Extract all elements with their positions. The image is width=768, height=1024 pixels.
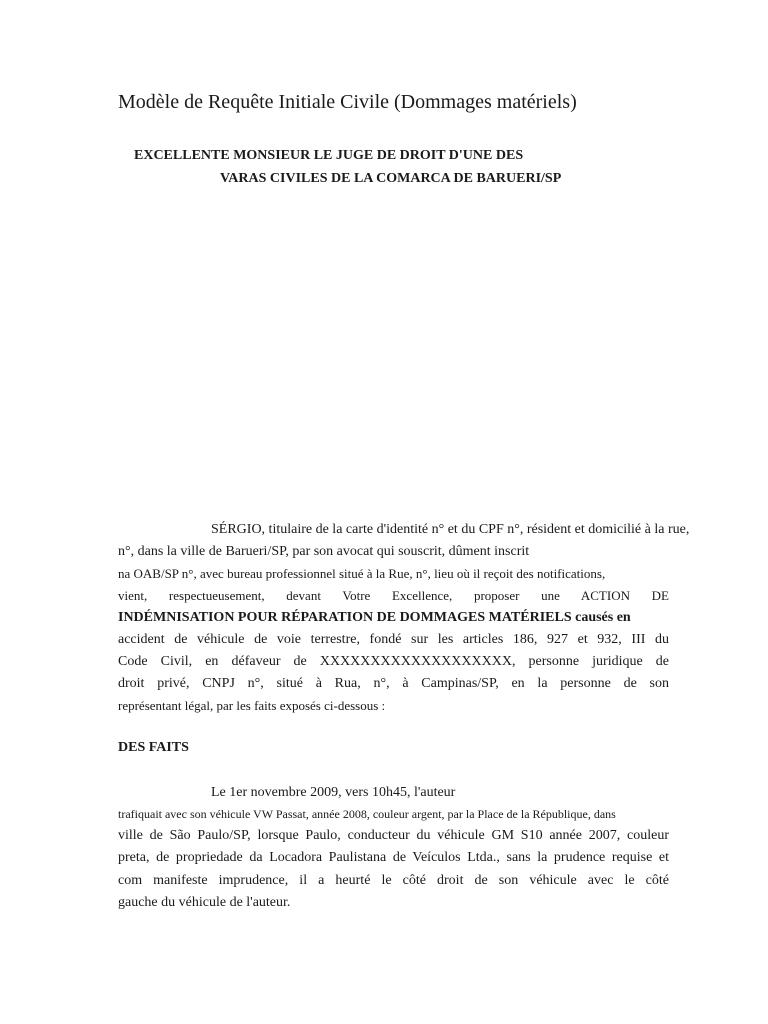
facts-line: trafiquait avec son véhicule VW Passat, année 2008, couleur argent, par la Place de la République, dans — [118, 807, 616, 821]
facts-line: com manifeste imprudence, il a heurté le côté droit de son véhicule avec le côté — [118, 873, 669, 888]
section-heading: DES FAITS — [118, 740, 189, 755]
intro-line: n°, dans la ville de Barueri/SP, par son avocat qui souscrit, dûment inscrit — [118, 544, 530, 559]
facts-line: gauche du véhicule de l'auteur. — [118, 895, 291, 910]
address-line-1: EXCELLENTE MONSIEUR LE JUGE DE DROIT D'UNE DES — [134, 148, 524, 163]
intro-line: représentant légal, par les faits exposés ci-dessous : — [118, 698, 386, 713]
address-line-2: VARAS CIVILES DE LA COMARCA DE BARUERI/SP — [220, 171, 562, 186]
facts-line: preta, de propriedade da Locadora Paulistana de Veículos Ltda., sans la prudence requise et — [118, 850, 669, 865]
intro-line: SÉRGIO, titulaire de la carte d'identité n° et du CPF n°, résident et domicilié à la rue, — [211, 522, 690, 537]
facts-line: ville de São Paulo/SP, lorsque Paulo, conducteur du véhicule GM S10 année 2007, couleur — [118, 828, 669, 843]
intro-line: na OAB/SP n°, avec bureau professionnel situé à la Rue, n°, lieu où il reçoit des notifications, — [118, 566, 606, 581]
document-title: Modèle de Requête Initiale Civile (Dommages matériels) — [118, 91, 577, 113]
intro-line: INDÉMNISATION POUR RÉPARATION DE DOMMAGES MATÉRIELS causés en — [118, 610, 631, 625]
facts-line: Le 1er novembre 2009, vers 10h45, l'auteur — [211, 785, 456, 800]
intro-line: vient, respectueusement, devant Votre Excellence, proposer une ACTION DE — [118, 588, 669, 603]
intro-line: Code Civil, en défaveur de XXXXXXXXXXXXXXXXXXX, personne juridique de — [118, 654, 669, 669]
intro-line: accident de véhicule de voie terrestre, fondé sur les articles 186, 927 et 932, III du — [118, 632, 669, 647]
intro-line: droit privé, CNPJ n°, situé à Rua, n°, à Campinas/SP, en la personne de son — [118, 676, 669, 691]
